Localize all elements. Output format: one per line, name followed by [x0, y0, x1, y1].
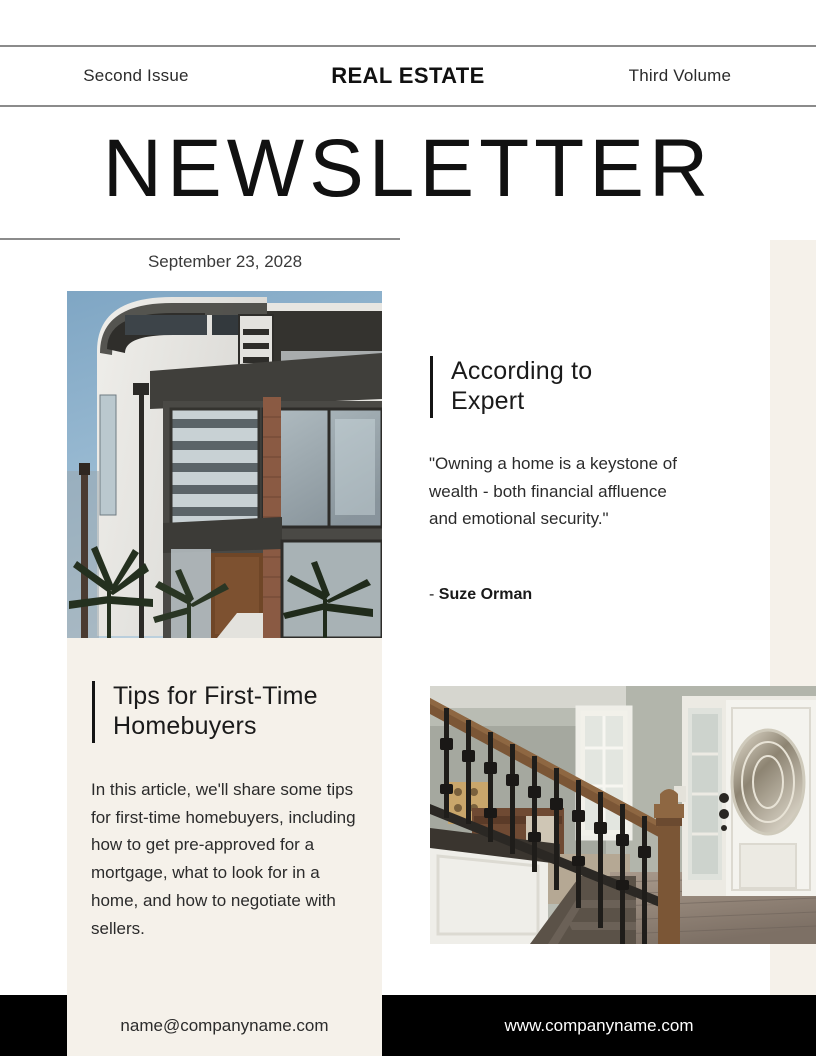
volume-label: Third Volume [628, 66, 732, 85]
issue-date: September 23, 2028 [147, 252, 303, 271]
house-exterior-illustration [67, 291, 382, 638]
tips-body-text: In this article, we'll share some tips for first-time homebuyers, including how to get pre-approved for a mortgage, what to look for in a home, and how to negotiate with sellers. [91, 780, 356, 938]
tips-headline-line2: Homebuyers [113, 712, 257, 740]
header-bar [0, 47, 816, 105]
house-exterior-image [67, 291, 382, 638]
entryway-staircase-illustration [430, 686, 816, 944]
footer-website[interactable]: www.companyname.com [504, 1015, 694, 1035]
expert-quote: "Owning a home is a keystone of wealth - both financial affluence and emotional security." [429, 454, 677, 529]
date-rule [0, 238, 400, 240]
tips-headline-line1: Tips for First-Time [113, 682, 318, 710]
expert-attribution [429, 586, 729, 604]
expert-headline [430, 356, 730, 418]
tips-headline [92, 681, 392, 743]
page-title: NEWSLETTER [102, 123, 714, 214]
expert-headline-line2: Expert [451, 387, 525, 415]
accent-bar-icon [92, 681, 95, 743]
issue-label: Second Issue [83, 66, 189, 85]
expert-headline-line1: According to [451, 357, 593, 385]
category-label: REAL ESTATE [331, 63, 485, 88]
attribution-name: Suze Orman [438, 586, 533, 603]
header-rule-bottom [0, 105, 816, 107]
footer-email[interactable]: name@companyname.com [120, 1015, 329, 1035]
attribution-prefix: - [429, 586, 439, 603]
accent-bar-icon [430, 356, 433, 418]
tips-headline-text [113, 681, 318, 743]
expert-headline-text [451, 356, 592, 418]
entryway-staircase-image [430, 686, 816, 944]
